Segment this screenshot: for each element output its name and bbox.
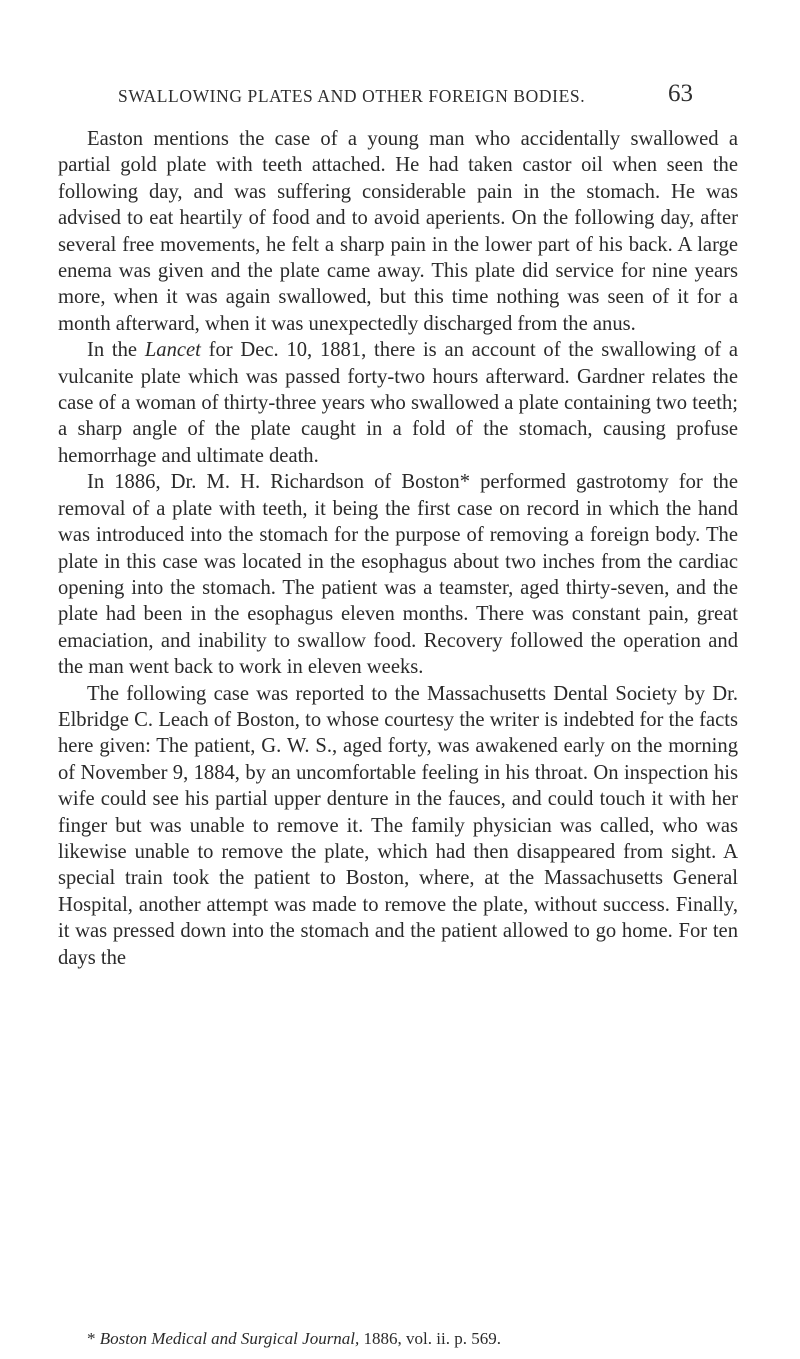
lancet-journal-title: Lancet — [144, 339, 201, 362]
paragraph-lancet-body: for Dec. 10, 1881, there is an account of the swallowing of a vulcanite plate which was passed forty-two hours afterward. Gardner relates the case of a woman of thirty-three years who swallowed a plate containing two teeth; a sharp angle of the plate caught in a fold of the stomach, causing profuse hemorrhage and ultimate death. — [58, 339, 738, 467]
footnote-journal: Boston Medical and Surgical Journal, — [99, 1329, 360, 1348]
footnote — [87, 1329, 737, 1349]
footnote-citation: 1886, vol. ii. p. 569. — [359, 1329, 501, 1348]
body-text — [58, 126, 738, 971]
paragraph-lancet-lead: In the — [87, 339, 145, 362]
paragraph-richardson-body: Richardson of Boston* performed gastrotomy for the removal of a plate with teeth, it being the first case on record in which the hand was introduced into the stomach for the purpose of removing a foreign body. The plate in this case was located in the esophagus about two inches from the cardiac opening into the stomach. The patient was a teamster, aged thirty-seven, and the plate had been in the esophagus eleven months. There was constant pain, great emaciation, and inability to swallow food. Recovery followed the operation and the man went back to work in eleven weeks. — [58, 471, 738, 679]
paragraph-easton: Easton mentions the case of a young man who accidentally swallowed a partial gold plate with teeth attached. He had taken castor oil when seen the following day, and was suffering considerable pain in the stomach. He was advised to eat heartily of food and to avoid aperients. On the following day, after several free movements, he felt a sharp pain in the lower part of his back. A large enema was given and the plate came away. This plate did service for nine years more, when it was again swallowed, but this time nothing was seen of it for a month afterward, when it was unexpectedly discharged from the anus. — [58, 128, 738, 335]
page-number: 63 — [668, 80, 693, 107]
footnote-marker: * — [87, 1329, 100, 1348]
paragraph-lancet — [58, 337, 738, 469]
paragraph-leach-case: The following case was reported to the Massachusetts Dental Society by Dr. Elbridge C. Leach of Boston, to whose courtesy the writer is indebted for the facts here given: The patient, G. W. S., aged forty, was awakened early on the morning of November 9, 1884, by an uncomfortable feeling in his throat. On inspection his wife could see his partial upper denture in the fauces, and could touch it with her finger but was unable to remove it. The family physician was called, who was likewise unable to remove the plate, which had then disappeared from sight. A special train took the patient to Boston, where, at the Massachusetts General Hospital, another attempt was made to remove the plate, without success. Finally, it was pressed down into the stomach and the patient allowed to go home. For ten days the — [58, 682, 738, 969]
paragraph-richardson — [58, 469, 738, 680]
paragraph-richardson-lead: In 1886, Dr. M. H. — [87, 471, 271, 494]
running-title: SWALLOWING PLATES AND OTHER FOREIGN BODIES. — [118, 86, 586, 106]
